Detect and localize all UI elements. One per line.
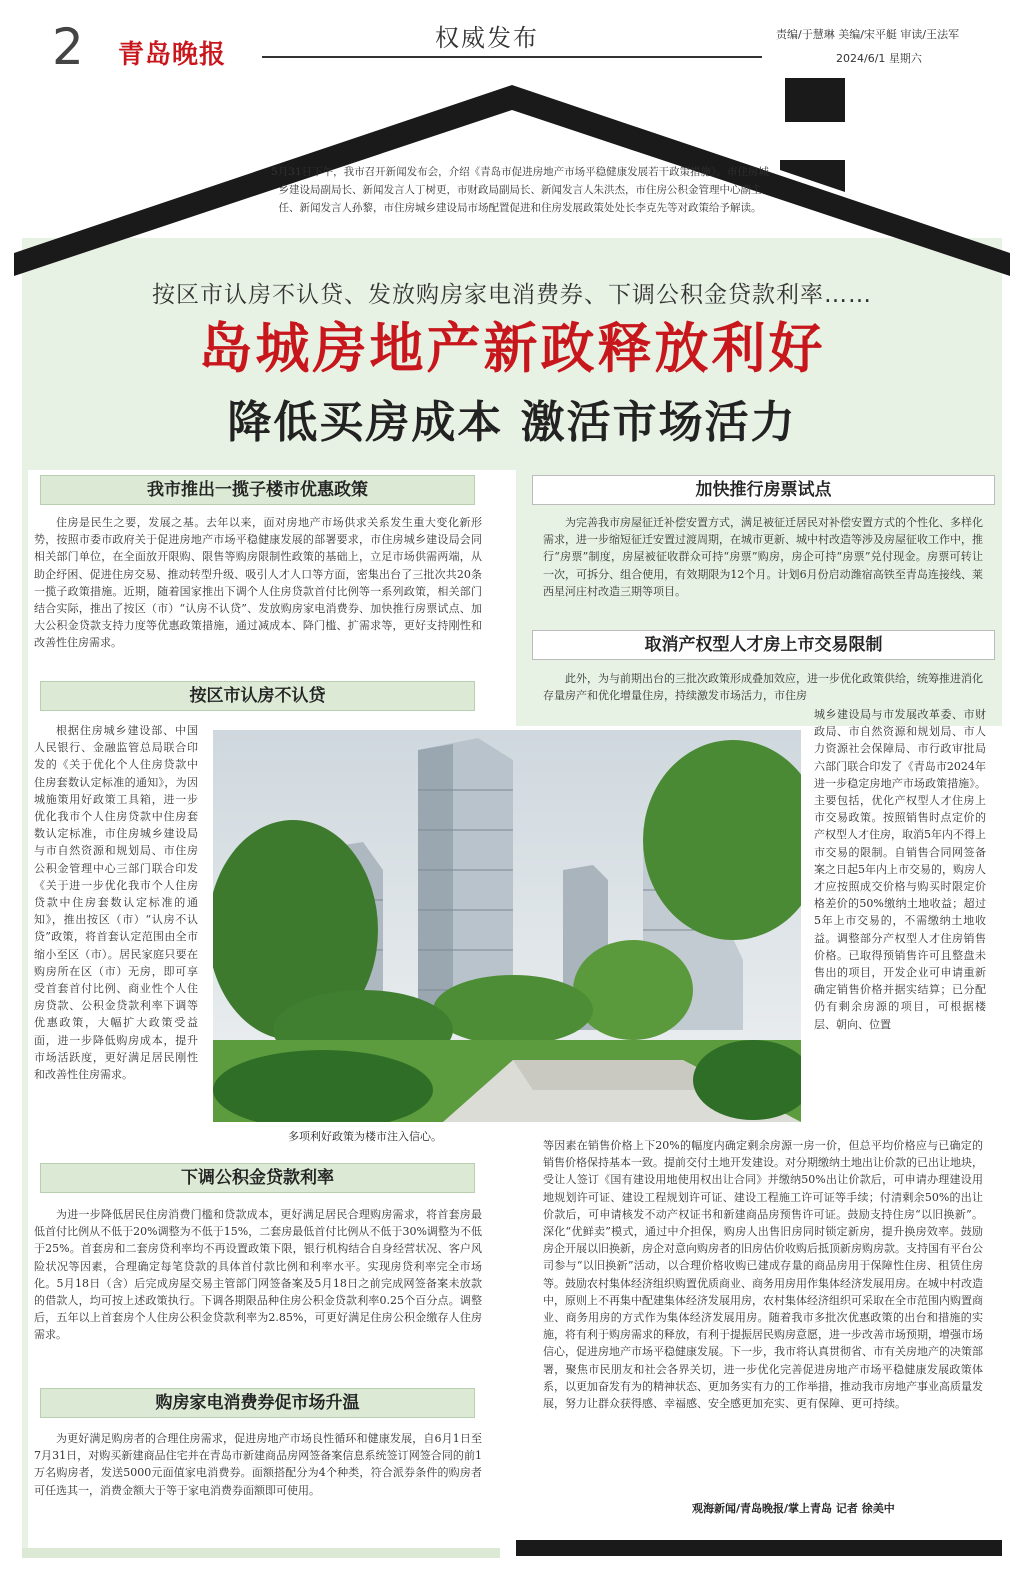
section-heading-talent-housing: 取消产权型人才房上市交易限制	[532, 630, 995, 660]
section-heading-vouchers: 购房家电消费券促市场升温	[40, 1388, 475, 1418]
section-divider	[262, 56, 762, 58]
section-body-talent-housing-top: 此外，为与前期出台的三批次政策形成叠加效应，进一步优化政策供给，统筹推进消化存量房产和优化增量住房，持续激发市场活力，市住房	[543, 672, 983, 703]
photo-caption: 多项利好政策为楼市注入信心。	[288, 1130, 442, 1143]
section-body-fund-rate: 为进一步降低居民住房消费门槛和贷款成本，更好满足居民合理购房需求，将首套房最低首付比例从不低于20%调整为不低于15%，二套房最低首付比例从不低于30%调整为不低于25%。首套房和二套房贷利率均不再设置政策下限，银行机构结合自身经营状况、客户风险状况等因素，合理确定每笔贷款的具体首付款比例和利率水平。实现房贷利率完全市场化。5月18日（含）后完成房屋交易主管部门网签备案及5月18日之前完成网签备案未放款的借款人，均可按上述政策执行。下调各期限品种住房公积金贷款利率0.25个百分点。调整后，五年以上首套房个人住房公积金贷款利率为2.85%，可更好满足住房公积金缴存人住房需求。	[34, 1208, 482, 1342]
headline-kicker: 按区市认房不认贷、发放购房家电消费券、下调公积金贷款利率……	[152, 282, 872, 308]
article-byline: 观海新闻/青岛晚报/掌上青岛 记者 徐美中	[692, 1502, 895, 1515]
section-body-policies: 住房是民生之要，发展之基。去年以来，面对房地产市场供求关系发生重大变化新形势，按照市委市政府关于促进房地产市场平稳健康发展的部署要求，市住房城乡建设局会同相关部门单位，在全面放开限购、限售等购房限制性政策的基础上，立足市场供需两端，从助企纾困、促进住房交易、推动转型升级、吸引人才人口等方面，密集出台了三批次共20条一揽子政策措施。近期，随着国家推出下调个人住房贷款首付比例等一系列政策，相关部门结合实际，推出了按区（市）“认房不认贷”、发放购房家电消费券、加快推行房票试点、加大公积金贷款支持力度等优惠政策措施，通过减成本、降门槛、扩需求等，更好支持刚性和改善性住房需求。	[34, 516, 482, 650]
left-green-strip	[22, 470, 28, 1550]
section-body-housing-voucher: 为完善我市房屋征迁补偿安置方式，满足被征迁居民对补偿安置方式的个性化、多样化需求，进一步缩短征迁安置过渡周期，在城市更新、城中村改造等涉及房屋征收工作中，推行“房票”制度，房屋被征收群众可持“房票”购房，房企可持“房票”兑付现金。房票可转让一次，可拆分、组合使用，有效期限为12个月。计划6月份启动潍宿高铁至青岛连接线、莱西星河庄村改造三期等项目。	[543, 516, 983, 598]
intro-paragraph: 5月31日下午，我市召开新闻发布会，介绍《青岛市促进房地产市场平稳健康发展若干政策措施》。市住房城乡建设局副局长、新闻发言人丁树更，市财政局副局长、新闻发言人朱洪杰，市住房公积金管理中心副主任、新闻发言人孙黎，市住房城乡建设局市场配置促进和住房发展政策处处长李克先等对政策给予解读。	[271, 166, 769, 214]
section-heading-policies: 我市推出一揽子楼市优惠政策	[40, 475, 475, 505]
editor-credits: 责编/于慧琳 美编/宋平艇 审读/王法军	[776, 28, 960, 41]
roof-chimney	[785, 78, 845, 122]
bottom-black-bar	[516, 1540, 1002, 1556]
section-heading-housing-voucher: 加快推行房票试点	[532, 475, 995, 505]
sub-headline: 降低买房成本 激活市场活力	[227, 397, 797, 448]
section-body-recognition: 根据住房城乡建设部、中国人民银行、金融监管总局联合印发的《关于优化个人住房贷款中住房套数认定标准的通知》，为因城施策用好政策工具箱，进一步优化我市个人住房贷款中住房套数认定标准，市住房城乡建设局与市自然资源和规划局、市住房公积金管理中心三部门联合印发《关于进一步优化我市个人住房贷款中住房套数认定标准的通知》，推出按区（市）“认房不认贷”政策，将首套认定范围由全市缩小至区（市）。居民家庭只要在购房所在区（市）无房，即可享受首套首付比例、商业性个人住房贷款、公积金贷款利率下调等优惠政策，大幅扩大政策受益面，进一步降低购房成本，提升市场活跃度，更好满足居民刚性和改善性住房需求。	[34, 724, 198, 1082]
section-title: 权威发布	[435, 24, 539, 52]
page-number: 2	[52, 18, 84, 76]
newspaper-logo: 青岛晚报	[118, 40, 227, 70]
section-body-talent-housing-bottom: 等因素在销售价格上下20%的幅度内确定剩余房源一房一价，但总平均价格应与已确定的销售价格保持基本一致。提前交付土地开发建设。对分期缴纳土地出让价款的已出让地块，受让人签订《国有建设用地使用权出让合同》并缴纳50%出让价款后，可申请办理建设用地规划许可证、建设工程规划许可证、建设工程施工许可证等手续；付清剩余50%的出让价款后，可申请核发不动产权证书和新建商品房预售许可证。鼓励支持住房“以旧换新”。深化“优鲜卖”模式，通过中介担保，购房人出售旧房同时锁定新房，提升换房效率。鼓励房企开展以旧换新，房企对意向购房者的旧房估价收购后抵顶新房购房款。支持国有平台公司参与“以旧换新”活动，以合理价格收购已建成存量的商品房用于保障性住房、租赁住房等。鼓励农村集体经济组织购置优质商业、商务用房用作集体经济发展用房。在城中村改造中，原则上不再集中配建集体经济发展用房，农村集体经济组织可采取在全市范围内购置商业、商务用房的方式作为集体经济发展用房。随着我市多批次优惠政策的出台和措施的实施，将有利于购房需求的释放，有利于提振居民购房意愿，进一步改善市场预期，增强市场信心，促进房地产市场平稳健康发展。下一步，我市将认真贯彻省、市有关房地产的决策部署，聚焦市民朋友和社会各界关切，进一步优化完善促进房地产市场平稳健康发展政策体系，以更加奋发有为的精神状态、更加务实有力的工作举措，推动我市房地产事业高质量发展，努力让群众获得感、幸福感、安全感更加充实、更有保障、更可持续。	[543, 1139, 983, 1411]
section-heading-recognition: 按区市认房不认贷	[40, 681, 475, 711]
section-body-talent-housing-column: 城乡建设局与市发展改革委、市财政局、市自然资源和规划局、市人力资源社会保障局、市行政审批局六部门联合印发了《青岛市2024年进一步稳定房地产市场政策措施》。主要包括，优化产权型人才住房上市交易政策。按照销售时点定价的产权型人才住房，取消5年内不得上市交易的限制。自销售合同网签备案之日起5年内上市交易的，购房人才应按照成交价格与购买时限定价格差价的50%缴纳土地收益；超过5年上市交易的，不需缴纳土地收益。调整部分产权型人才住房销售价格。已取得预销售许可且整盘未售出的项目，开发企业可申请重新确定销售价格并据实结算；已分配仍有剩余房源的项目，可根据楼层、朝向、位置	[814, 708, 986, 1031]
section-body-vouchers: 为更好满足购房者的合理住房需求，促进房地产市场良性循环和健康发展，自6月1日至7月31日，对购买新建商品住宅并在青岛市新建商品房网签备案信息系统签订网签合同的前1万名购房者，发送5000元面值家电消费券。面额搭配分为4个种类，符合派券条件的购房者可任选其一，消费金额大于等于家电消费券面额即可使用。	[34, 1432, 482, 1497]
issue-date: 2024/6/1 星期六	[836, 52, 922, 65]
residential-towers-photo	[213, 730, 801, 1122]
section-heading-fund-rate: 下调公积金贷款利率	[40, 1163, 475, 1193]
bottom-green-bar	[22, 1548, 500, 1558]
main-headline: 岛城房地产新政释放利好	[198, 317, 826, 380]
